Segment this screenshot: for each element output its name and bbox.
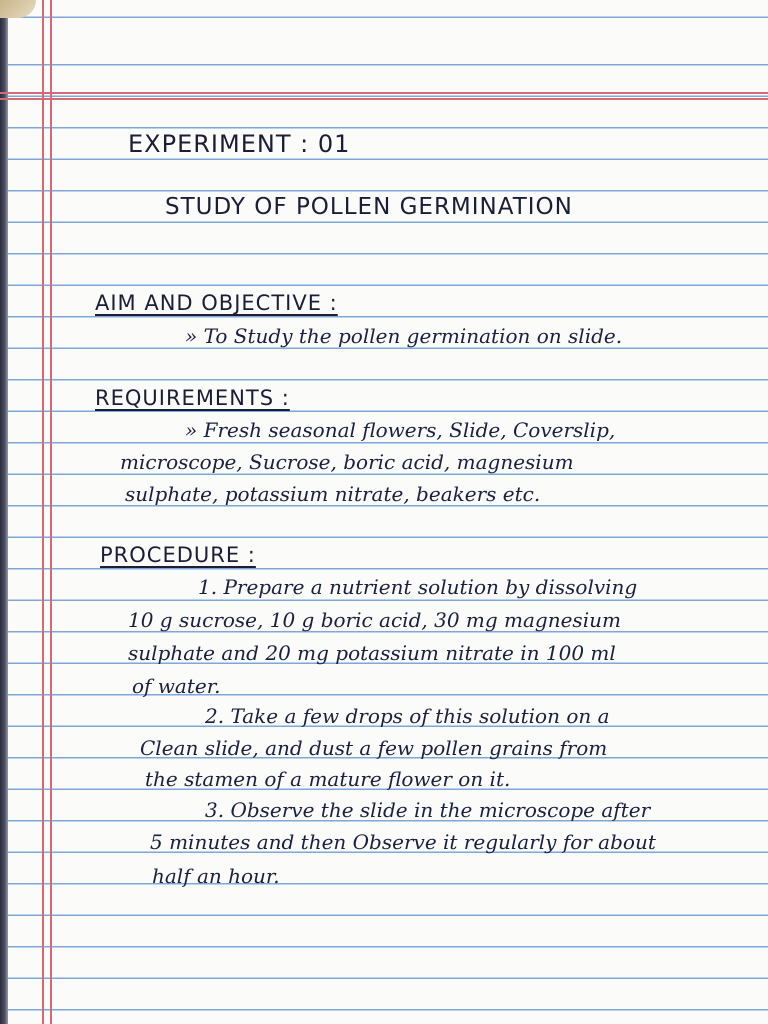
procedure-line: Clean slide, and dust a few pollen grains from xyxy=(140,736,608,760)
procedure-line: half an hour. xyxy=(152,864,280,888)
margin-line-vertical xyxy=(42,0,44,1024)
procedure-line: of water. xyxy=(132,674,221,698)
margin-line-top-2 xyxy=(0,98,768,100)
notebook-binding xyxy=(0,0,8,1024)
requirements-heading: REQUIREMENTS : xyxy=(95,386,290,410)
procedure-line: the stamen of a mature flower on it. xyxy=(145,767,511,791)
procedure-line: 10 g sucrose, 10 g boric acid, 30 mg magnesium xyxy=(128,608,621,632)
procedure-line: 3. Observe the slide in the microscope after xyxy=(205,798,651,822)
page-corner xyxy=(0,0,36,18)
procedure-line: 2. Take a few drops of this solution on a xyxy=(205,704,610,728)
procedure-heading: PROCEDURE : xyxy=(100,543,256,567)
requirements-line: microscope, Sucrose, boric acid, magnesium xyxy=(120,450,574,474)
experiment-subtitle: STUDY OF POLLEN GERMINATION xyxy=(165,194,573,220)
procedure-line: 5 minutes and then Observe it regularly for about xyxy=(150,830,656,854)
experiment-title: EXPERIMENT : 01 xyxy=(128,130,351,158)
margin-line-top xyxy=(0,92,768,94)
margin-line-vertical-2 xyxy=(50,0,52,1024)
aim-text: » To Study the pollen germination on slide. xyxy=(185,324,623,348)
requirements-line: sulphate, potassium nitrate, beakers etc. xyxy=(125,482,541,506)
requirements-line: » Fresh seasonal flowers, Slide, Coverslip, xyxy=(185,418,616,442)
procedure-line: sulphate and 20 mg potassium nitrate in 100 ml xyxy=(128,641,616,665)
aim-heading: AIM AND OBJECTIVE : xyxy=(95,291,338,315)
procedure-line: 1. Prepare a nutrient solution by dissolving xyxy=(198,575,638,599)
